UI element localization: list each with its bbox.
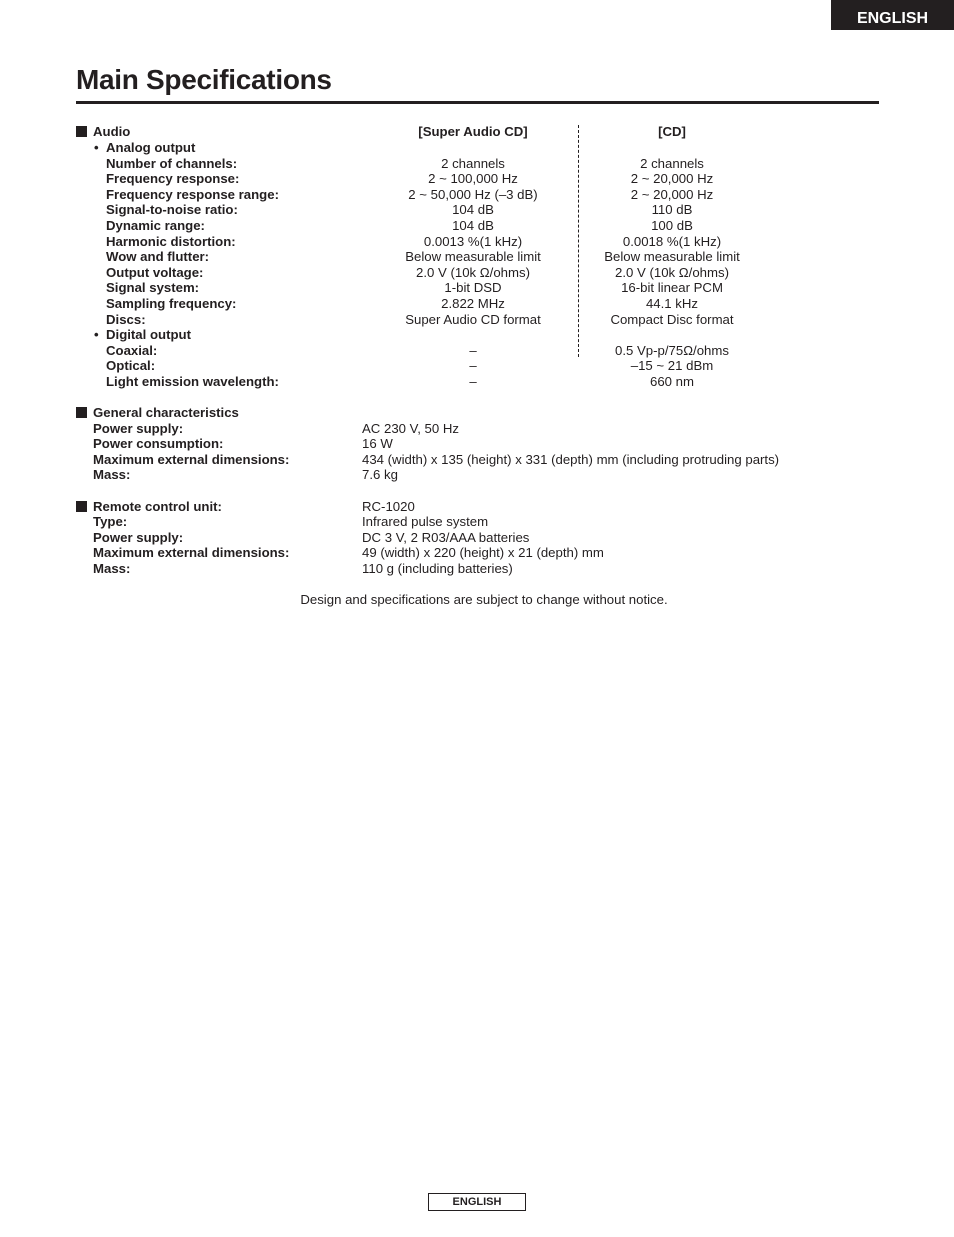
cd-value: 2 ~ 20,000 Hz [630, 171, 714, 186]
cd-value: 0.0018 %(1 kHz) [622, 234, 722, 249]
sacd-value: 104 dB [452, 202, 494, 217]
spec-label: Sampling frequency: [106, 296, 237, 311]
sacd-value: Below measurable limit [405, 249, 541, 264]
sacd-value: 2.822 MHz [441, 296, 505, 311]
cd-value: 44.1 kHz [645, 296, 699, 311]
spec-row [0, 296, 954, 312]
spec-row [0, 312, 954, 328]
spec-label: Mass: [93, 561, 131, 576]
spec-row [0, 202, 954, 218]
spec-label: Dynamic range: [106, 218, 205, 233]
spec-label: Discs: [106, 312, 146, 327]
title-rule [76, 101, 879, 104]
spec-label: Power consumption: [93, 436, 224, 451]
remote-heading: Remote control unit: [93, 499, 222, 514]
spec-row [0, 561, 954, 577]
sacd-value: 2.0 V (10k Ω/ohms) [416, 265, 530, 280]
remote-heading-row [0, 499, 954, 515]
spec-label: Maximum external dimensions: [93, 452, 290, 467]
sacd-value: 2 ~ 100,000 Hz [428, 171, 518, 186]
spec-label: Coaxial: [106, 343, 158, 358]
spec-label: Power supply: [93, 421, 184, 436]
spec-label: Harmonic distortion: [106, 234, 236, 249]
footer-language-label: ENGLISH [428, 1193, 526, 1211]
spec-row [0, 156, 954, 172]
spec-row [0, 374, 954, 390]
cd-column-header: [CD] [658, 124, 686, 139]
spec-label: Type: [93, 514, 128, 529]
spec-label: Number of channels: [106, 156, 238, 171]
analog-output-heading-row [0, 140, 954, 156]
cd-value: 110 dB [651, 202, 693, 217]
cd-value: 100 dB [651, 218, 693, 233]
square-bullet-icon [76, 501, 87, 512]
spec-label: Frequency response range: [106, 187, 279, 202]
general-heading-row [0, 405, 954, 421]
cd-value: Below measurable limit [604, 249, 740, 264]
spec-value: 7.6 kg [362, 467, 398, 482]
page-title: Main Specifications [76, 64, 332, 95]
spec-value: DC 3 V, 2 R03/AAA batteries [362, 530, 530, 545]
cd-value: 0.5 Vp-p/75Ω/ohms [615, 343, 729, 358]
spec-row [0, 436, 954, 452]
spec-row [0, 358, 954, 374]
spec-row [0, 249, 954, 265]
spec-label: Light emission wavelength: [106, 374, 279, 389]
cd-value: –15 ~ 21 dBm [630, 358, 714, 373]
bullet-dot-icon: • [94, 327, 99, 342]
audio-heading: Audio [93, 124, 131, 139]
spec-label: Output voltage: [106, 265, 204, 280]
general-heading: General characteristics [93, 405, 239, 420]
spec-row [0, 514, 954, 530]
sacd-value: – [469, 374, 477, 389]
cd-value: 2 channels [640, 156, 704, 171]
sacd-value: 2 channels [441, 156, 505, 171]
analog-output-heading: Analog output [106, 140, 196, 155]
spec-row [0, 265, 954, 281]
cd-value: 2.0 V (10k Ω/ohms) [615, 265, 729, 280]
sacd-value: Super Audio CD format [405, 312, 541, 327]
spec-row [0, 218, 954, 234]
spec-label: Wow and flutter: [106, 249, 210, 264]
spec-row [0, 530, 954, 546]
sacd-value: – [469, 358, 477, 373]
spec-value: 110 g (including batteries) [362, 561, 513, 576]
square-bullet-icon [76, 407, 87, 418]
cd-value: 16-bit linear PCM [621, 280, 723, 295]
sacd-value: 1-bit DSD [444, 280, 502, 295]
spec-label: Frequency response: [106, 171, 240, 186]
spec-value: AC 230 V, 50 Hz [362, 421, 460, 436]
spec-row [0, 452, 954, 468]
square-bullet-icon [76, 126, 87, 137]
spec-value: 434 (width) x 135 (height) x 331 (depth) mm (including protruding parts) [362, 452, 780, 467]
cd-value: 660 nm [650, 374, 694, 389]
spec-row [0, 234, 954, 250]
audio-heading-row [0, 124, 954, 140]
sacd-value: 0.0013 %(1 kHz) [423, 234, 523, 249]
spec-label: Maximum external dimensions: [93, 545, 290, 560]
spec-value: 49 (width) x 220 (height) x 21 (depth) mm [362, 545, 604, 560]
spec-row [0, 421, 954, 437]
spec-row [0, 545, 954, 561]
spec-label: Mass: [93, 467, 131, 482]
spec-label: Signal-to-noise ratio: [106, 202, 238, 217]
cd-value: 2 ~ 20,000 Hz [630, 187, 714, 202]
column-divider [578, 125, 579, 357]
spec-row [0, 280, 954, 296]
sacd-value: 104 dB [452, 218, 494, 233]
spec-row [0, 343, 954, 359]
language-tab: ENGLISH [831, 0, 954, 30]
cd-value: Compact Disc format [610, 312, 734, 327]
spec-row [0, 187, 954, 203]
spec-label: Optical: [106, 358, 156, 373]
spec-label: Signal system: [106, 280, 200, 295]
sacd-column-header: [Super Audio CD] [418, 124, 528, 139]
digital-output-heading-row [0, 327, 954, 343]
bullet-dot-icon: • [94, 140, 99, 155]
sacd-value: – [469, 343, 477, 358]
sacd-value: 2 ~ 50,000 Hz (–3 dB) [408, 187, 538, 202]
remote-model: RC-1020 [362, 499, 415, 514]
digital-output-heading: Digital output [106, 327, 191, 342]
spec-value: Infrared pulse system [362, 514, 489, 529]
disclaimer-note: Design and specifications are subject to change without notice. [300, 592, 668, 607]
spec-row [0, 467, 954, 483]
spec-value: 16 W [362, 436, 393, 451]
spec-row [0, 171, 954, 187]
spec-label: Power supply: [93, 530, 184, 545]
